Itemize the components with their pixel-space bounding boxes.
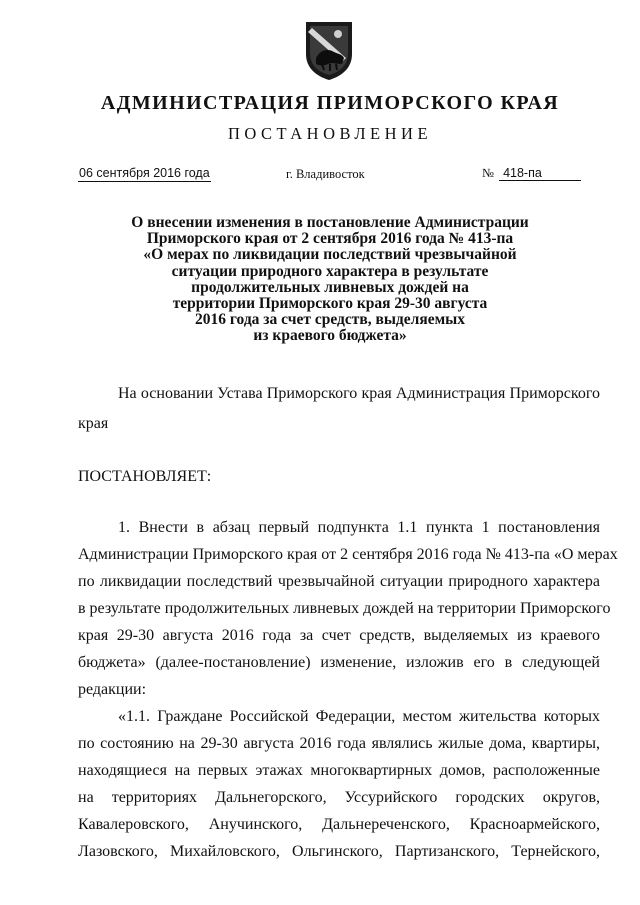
document-title <box>110 215 550 345</box>
document-number-label: № <box>482 166 494 180</box>
title-line: территории Приморского края 29-30 августа <box>172 295 488 313</box>
item1-line: Администрации Приморского края от 2 сентября 2016 года № 413-па «О мерах <box>78 546 618 563</box>
item1-1-line: на территориях Дальнегорского, Уссурийского городских округов, <box>78 789 600 806</box>
title-line: продолжительных ливневых дождей на <box>191 278 469 296</box>
item1-1-line: «1.1. Граждане Российской Федерации, местом жительства которых <box>118 708 600 725</box>
organization-name: АДМИНИСТРАЦИЯ ПРИМОРСКОГО КРАЯ <box>100 92 560 114</box>
title-line: Приморского края от 2 сентября 2016 года № 413-па <box>146 230 514 248</box>
item1-1-line: Лазовского, Михайловского, Ольгинского, Партизанского, Тернейского, <box>78 843 600 860</box>
item1-1-line: Кавалеровского, Анучинского, Дальнереченского, Красноармейского, <box>78 816 600 833</box>
item1-line: в результате продолжительных ливневых дождей на территории Приморского <box>78 600 611 617</box>
item1-1-line: по состоянию на 29-30 августа 2016 года являлись жилые дома, квартиры, <box>78 735 600 752</box>
title-line: из краевого бюджета» <box>253 327 407 345</box>
item1-line: редакции: <box>78 681 147 698</box>
document-type: ПОСТАНОВЛЕНИЕ <box>227 124 433 143</box>
primorye-coat-of-arms-icon <box>302 18 356 82</box>
title-line: «О мерах по ликвидации последствий чрезвычайной <box>143 246 517 264</box>
title-line: О внесении изменения в постановление Администрации <box>131 214 529 231</box>
document-city: г. Владивосток <box>286 167 365 181</box>
item1-line: бюджета» (далее-постановление) изменение, изложив его в следующей <box>78 654 600 671</box>
basis-line: края <box>78 415 109 432</box>
document-date: 06 сентября 2016 года <box>79 166 210 180</box>
item1-1-line: находящиеся на первых этажах многоквартирных домов, расположенные <box>78 762 600 779</box>
item1-line: края 29-30 августа 2016 года за счет средств, выделяемых из краевого <box>78 627 600 644</box>
resolves-heading: ПОСТАНОВЛЯЕТ: <box>78 468 212 485</box>
item1-line: 1. Внести в абзац первый подпункта 1.1 пункта 1 постановления <box>118 519 600 536</box>
item1-line: по ликвидации последствий чрезвычайной ситуации природного характера <box>78 573 600 590</box>
document-number: 418-па <box>499 166 581 181</box>
document-number-block <box>482 166 581 181</box>
title-line: 2016 года за счет средств, выделяемых <box>194 311 466 329</box>
title-line: ситуации природного характера в результате <box>171 262 489 280</box>
basis-line: На основании Устава Приморского края Администрация Приморского <box>118 385 600 402</box>
